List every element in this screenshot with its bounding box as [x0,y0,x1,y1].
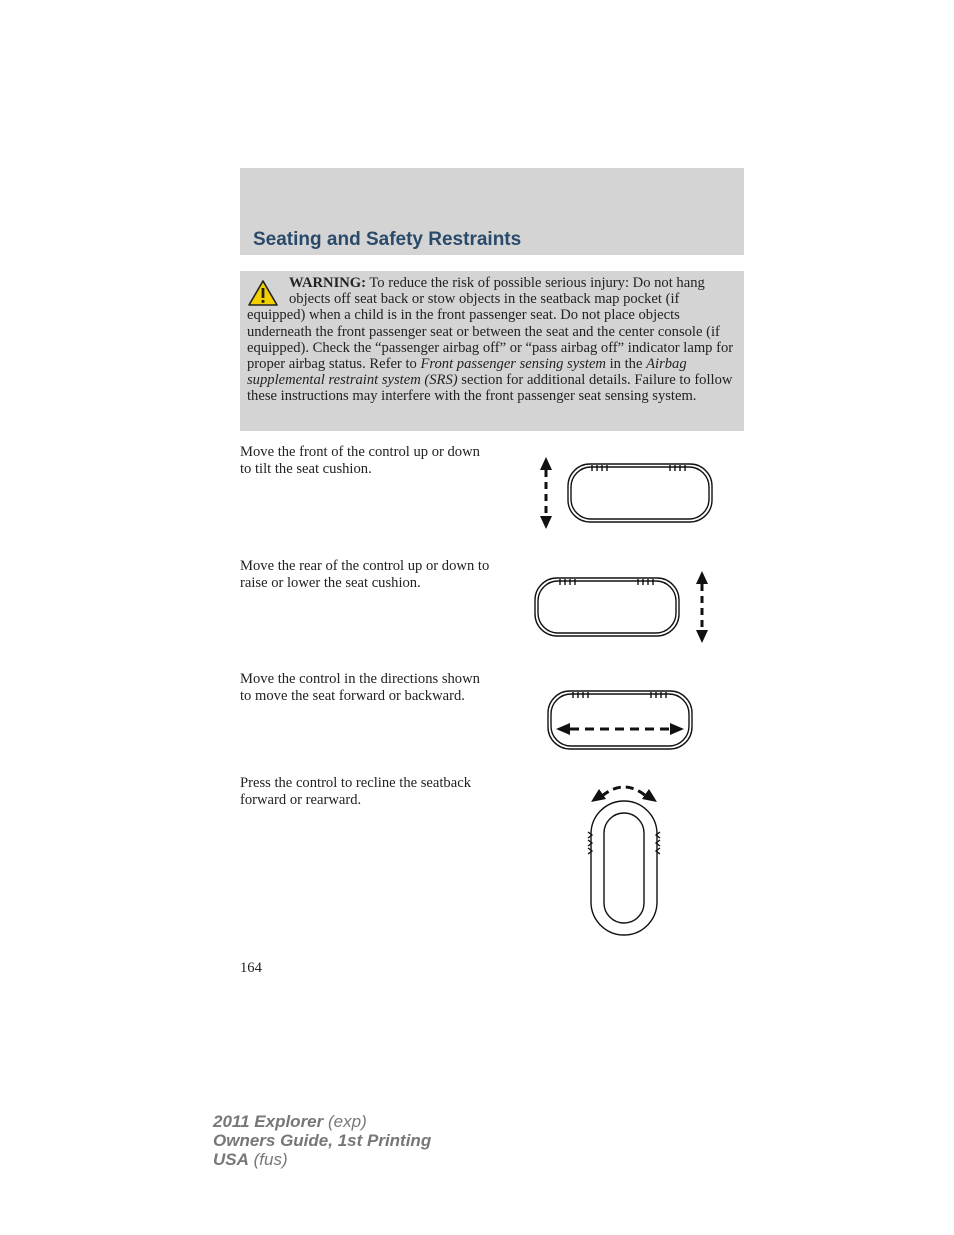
up-down-arrow-icon [696,571,708,643]
left-right-arrow-icon [556,723,684,735]
seatback-recline-control-illustration [580,776,670,940]
footer-model-code: (exp) [328,1112,367,1131]
instruction-move-seat: Move the control in the directions shown to move the seat forward or backward. [240,671,480,704]
warning-box [240,271,744,431]
footer-region-code: (fus) [253,1150,288,1169]
warning-text: WARNING: To reduce the risk of possible serious injury: Do not hang objects off seat back or stow objects in the seatback map pocket (if equipped) when a child is in the front passenger seat. Do not place objects underneath the front passenger seat or between the seat and the center console (if equipped). Check the “passenger airbag off” or “pass airbag off” indicator lamp for proper airbag status. Refer to Front passenger sensing system in the Airbag supplemental restraint system (SRS) section for additional details. Failure to follow these instructions may interfere with the front passenger seat sensing system. [247,275,734,405]
footer-model: 2011 Explorer [213,1112,324,1131]
instruction-recline-seatback: Press the control to recline the seatback forward or rearward. [240,775,471,808]
footer [213,1112,431,1169]
section-header [240,168,744,255]
curved-arrow-icon [591,787,657,802]
warning-ref-airbag-srs: Airbag supplemental restraint system (SRS) [247,356,687,389]
instruction-tilt-cushion: Move the front of the control up or down to tilt the seat cushion. [240,444,480,477]
seat-height-control-illustration [530,566,720,648]
section-title: Seating and Safety Restraints [253,229,522,250]
seat-fore-aft-control-illustration [540,682,700,758]
page-number: 164 [240,960,262,976]
up-down-arrow-icon [540,457,552,529]
footer-region: USA [213,1150,249,1169]
warning-label: WARNING: [289,275,367,291]
warning-ref-front-passenger: Front passenger sensing system [420,356,606,373]
footer-guide: Owners Guide, 1st Printing [213,1131,432,1150]
instruction-raise-cushion: Move the rear of the control up or down to raise or lower the seat cushion. [240,558,490,591]
seat-tilt-control-illustration [530,452,720,534]
